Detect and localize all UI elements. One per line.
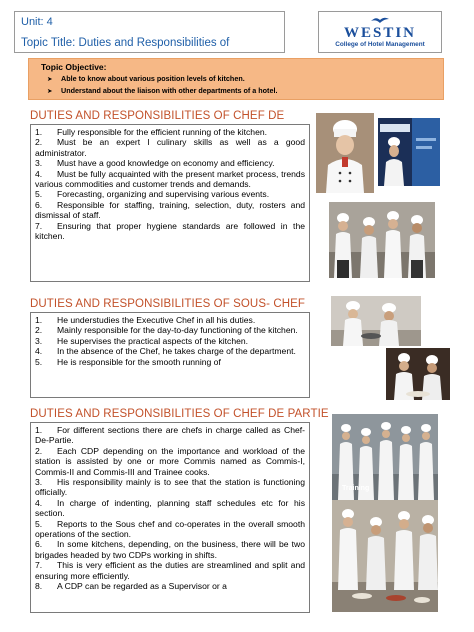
sous-chef-cooking-photo xyxy=(331,296,421,346)
arrow-bullet-icon: ➤ xyxy=(47,76,53,83)
list-item: 2. Mainly responsible for the day-to-day functioning of the kitchen. xyxy=(35,325,298,336)
list-item: 3. Must have a good knowledge on economy and efficiency. xyxy=(35,158,275,169)
list-item: 5. Reports to the Sous chef and co-operates in the overall smooth operations of the section. xyxy=(35,518,305,540)
chef-de-partie-duties-list xyxy=(30,422,310,613)
arrow-bullet-icon: ➤ xyxy=(47,88,53,95)
section-title-chef: DUTIES AND RESPONSIBILITIES OF CHEF DE xyxy=(30,110,285,122)
list-item: 5. He is responsible for the smooth running of xyxy=(35,356,221,367)
list-item: 7. This is very efficient as the duties are streamlined and split and ensuring more efficiently. xyxy=(35,560,305,581)
topic-title: Topic Title: Duties and Responsibilities of xyxy=(21,37,230,49)
list-item: 1. Fully responsible for the efficient running of the kitchen. xyxy=(35,127,268,137)
list-item: 2. Each CDP depending on the importance and workload of the station is assisted by one or more Commis named as Commis-I, Commis-II and Commis-III and Trainee cooks. xyxy=(35,445,305,477)
plating-chefs-photo xyxy=(386,348,450,400)
objective-text: Able to know about various position levels of kitchen. xyxy=(61,74,245,83)
bird-logo-icon xyxy=(370,15,390,25)
westin-logo xyxy=(318,11,442,53)
logo-brand: WESTIN xyxy=(343,25,417,41)
list-item: 5. Forecasting, organizing and supervising various events. xyxy=(35,189,270,200)
list-item: 4. In charge of indenting, planning staff schedules etc for his section. xyxy=(35,497,305,519)
section-title-sous-chef: DUTIES AND RESPONSIBILITIES OF SOUS- CHEF xyxy=(30,298,306,310)
list-item: 1. For different sections there are chefs in charge called as Chef-De-Partie. xyxy=(35,425,305,446)
list-item: 2. Must be an expert I culinary skills as well as a good administrator. xyxy=(35,137,305,158)
header-box xyxy=(14,11,285,53)
logo-subtitle: College of Hotel Management xyxy=(335,41,425,48)
list-item: 1. He understudies the Executive Chef in all his duties. xyxy=(35,315,256,325)
list-item: 3. His responsibility mainly is to see that the station is functioning officially. xyxy=(35,477,305,498)
chef-duties-list xyxy=(30,124,310,282)
list-item: 8. A CDP can be regarded as a Supervisor or a xyxy=(35,581,227,592)
chefs-team-photo xyxy=(329,202,435,278)
objective-item xyxy=(41,74,431,85)
list-item: 6. Responsible for staffing, training, selection, duty, rosters and dismissal of staff. xyxy=(35,199,305,221)
executive-chef-photo xyxy=(316,113,374,193)
section-title-chef-de-partie: DUTIES AND RESPONSIBILITIES OF CHEF DE PARTIE xyxy=(30,408,329,420)
sous-chef-duties-list xyxy=(30,312,310,398)
list-item: 4. Must be fully acquainted with the present market process, trends various commodities and customer trends and demands. xyxy=(35,168,305,190)
topic-objective-box xyxy=(28,58,444,100)
list-item: 6. In some kitchens, depending, on the business, there will be two brigades headed by two CDPs working in shifts. xyxy=(35,539,305,560)
training-label: Training xyxy=(342,485,370,492)
objective-text: Understand about the liaison with other departments of a hotel. xyxy=(61,86,278,95)
objective-item xyxy=(41,86,431,97)
list-item: 7. Ensuring that proper hygiene standards are followed in the kitchen. xyxy=(35,220,305,242)
objective-title: Topic Objective: xyxy=(41,62,107,72)
chefs-at-pass-photo xyxy=(332,500,438,612)
chef-banner-photo xyxy=(378,118,440,186)
list-item: 3. He supervises the practical aspects of the kitchen. xyxy=(35,335,249,346)
training-photo xyxy=(332,414,438,500)
unit-label: Unit: 4 xyxy=(21,16,53,28)
list-item: 4. In the absence of the Chef, he takes charge of the department. xyxy=(35,346,296,357)
